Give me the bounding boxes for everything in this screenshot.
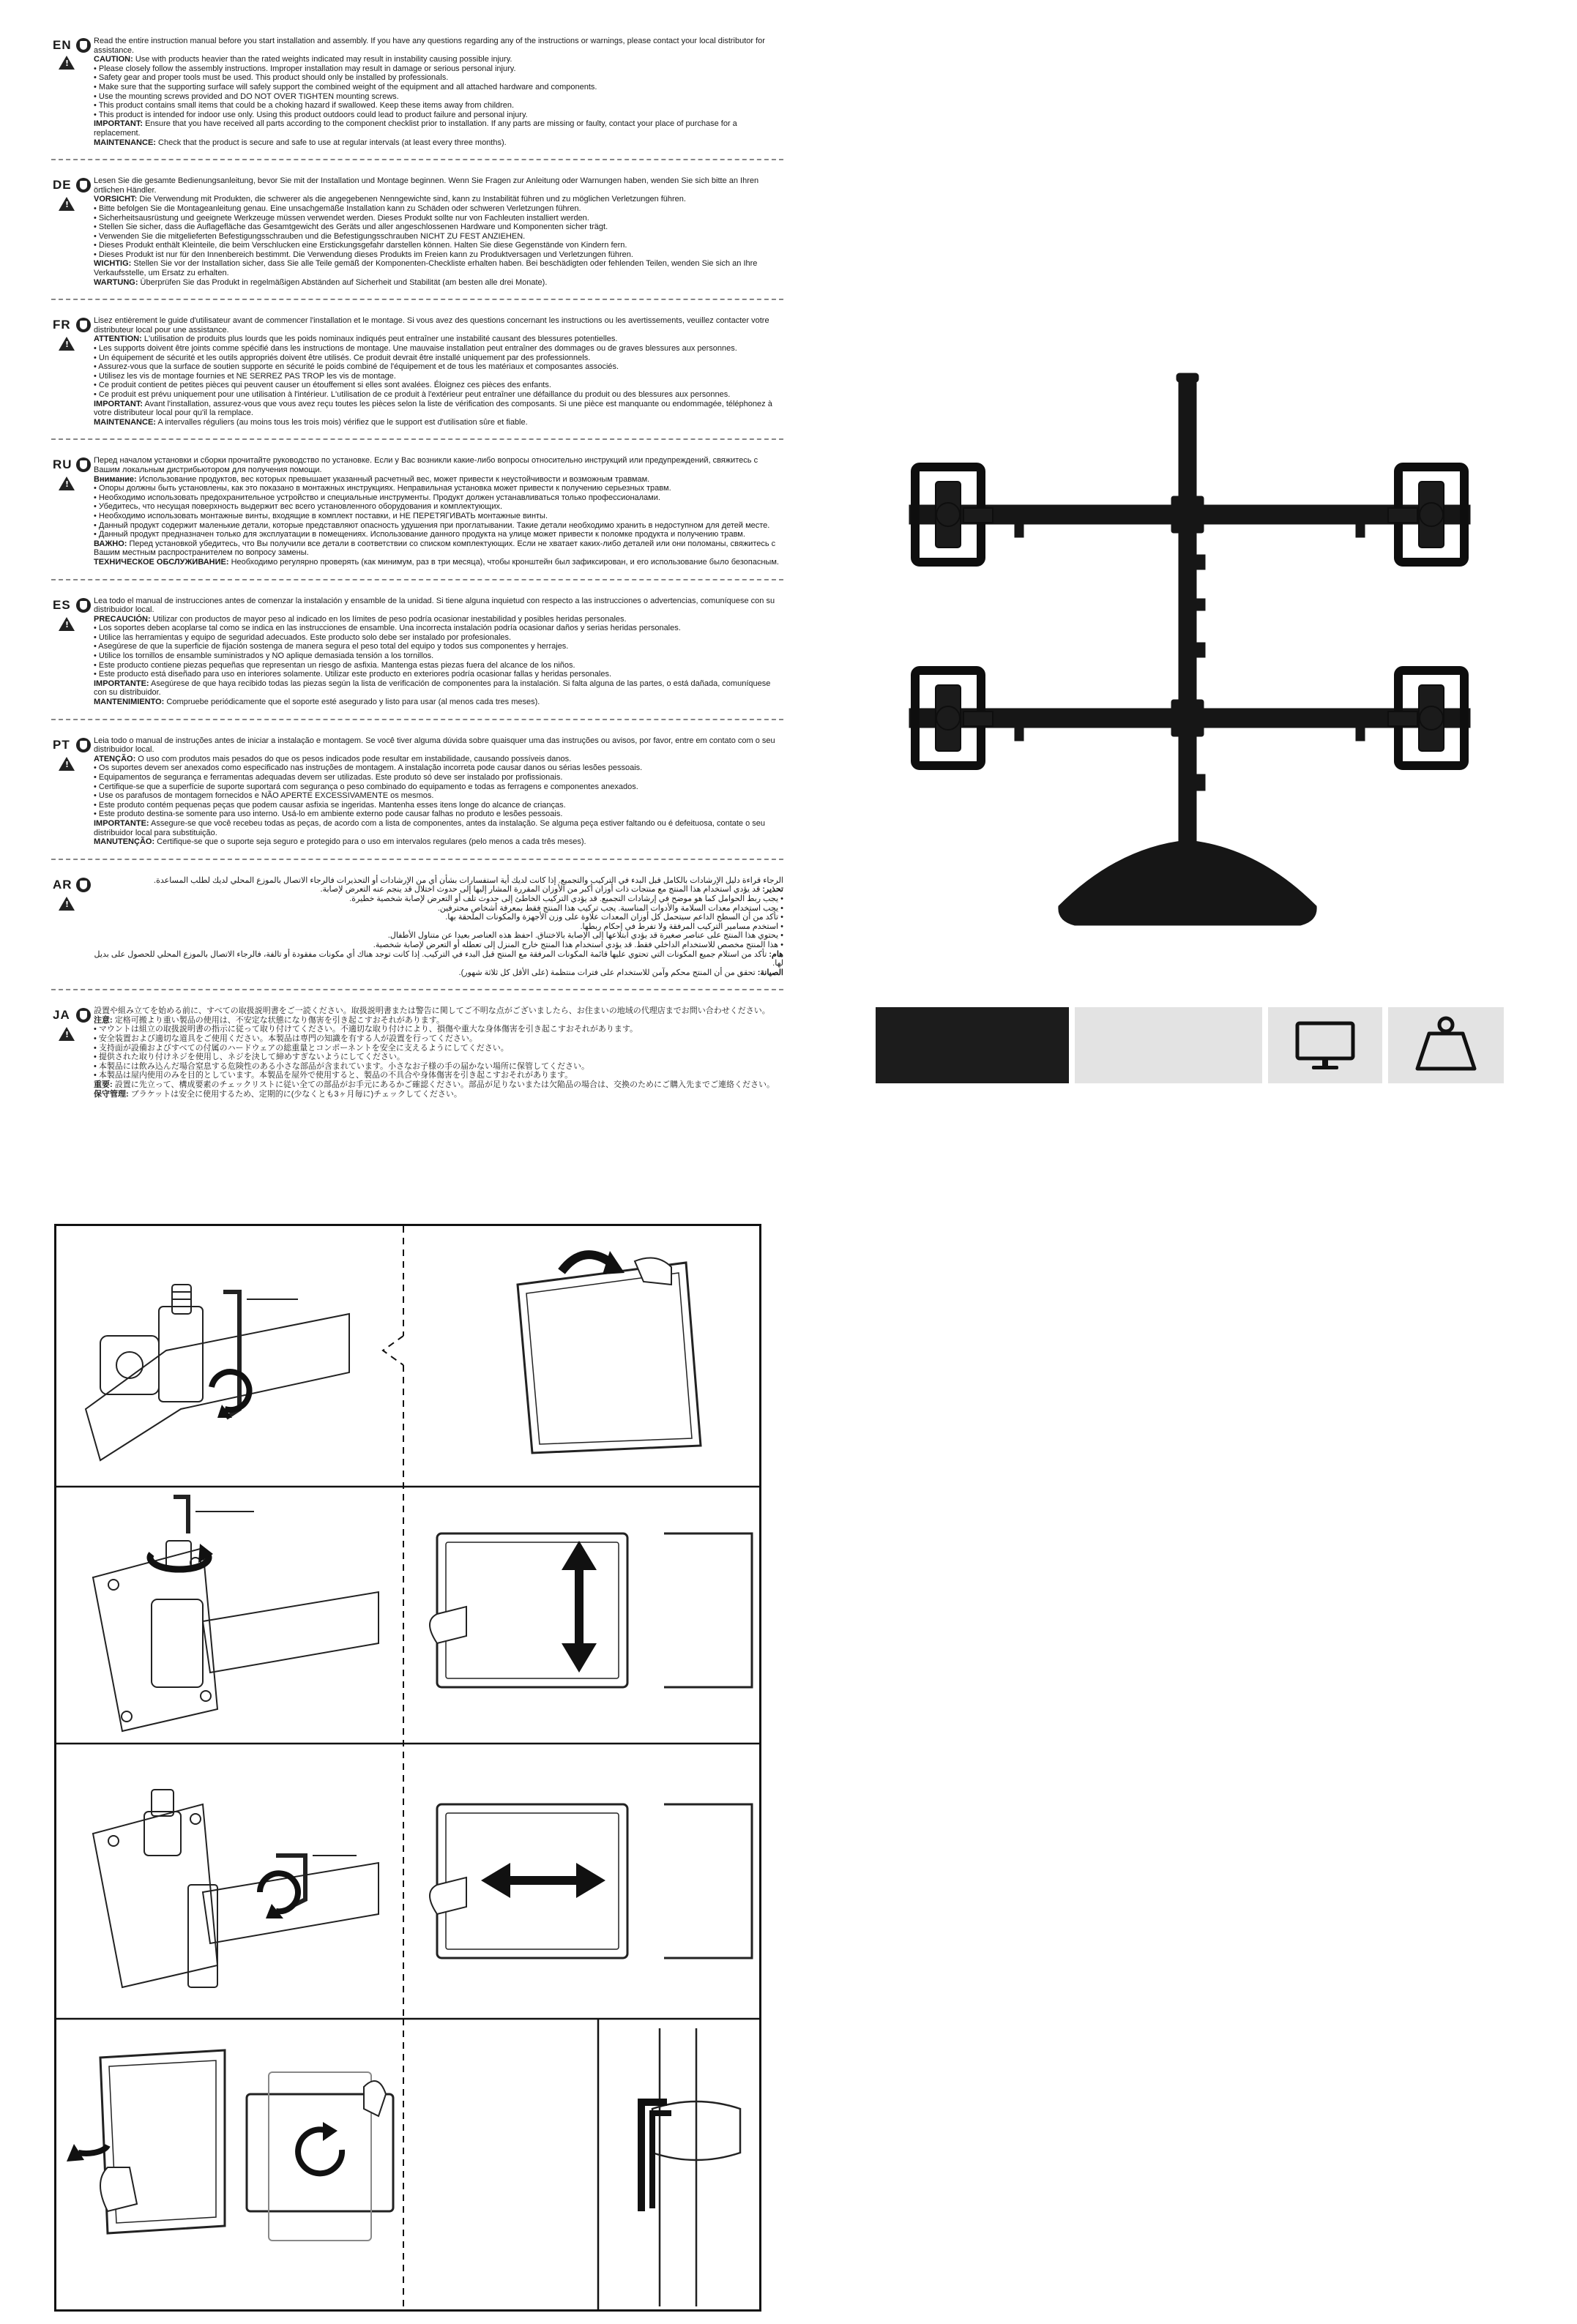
instruction-line: ATTENTION: L'utilisation de produits plus lourds que les poids nominaux indiqués peut entraîner une instabilité causant des blessures potentielles. bbox=[94, 335, 618, 344]
language-code: FR bbox=[53, 318, 71, 332]
step-slide-lock-diagram bbox=[56, 1746, 400, 2017]
instruction-paragraph bbox=[94, 37, 783, 147]
instruction-line: • Данный продукт содержит маленькие детали, которые представляют опасность удушения при проглатывании. Такие детали необходимо хранить в недоступном для детей месте. bbox=[94, 520, 770, 530]
instruction-block-ar bbox=[51, 876, 783, 991]
instruction-line: CAUTION: Use with products heavier than the rated weights indicated may result in instability causing possible injury. bbox=[94, 55, 512, 64]
instruction-line: • Les supports doivent être joints comme spécifié dans les instructions de montage. Une mauvaise installation peut entraîner des dommages ou de graves blessures aux personnes. bbox=[94, 344, 737, 354]
instruction-line: • Utilice los tornillos de ensamble suministrados y NO aplique demasiada tensión a los tornillos. bbox=[94, 651, 434, 661]
instruction-block-fr bbox=[51, 316, 783, 440]
language-code: EN bbox=[53, 38, 72, 52]
instruction-line: • 本製品は屋内使用のみを目的としています。本製品を屋外で使用すると、製品の不具合や身体傷害を引き起こすおそれがあります。 bbox=[94, 1071, 573, 1080]
swatch-black bbox=[876, 1007, 1069, 1083]
warning-triangle-icon bbox=[59, 757, 75, 771]
instruction-block-ru bbox=[51, 456, 783, 580]
instruction-line: • Use os parafusos de montagem fornecidos e NÃO APERTE EXCESSIVAMENTE os mesmos. bbox=[94, 791, 434, 801]
instruction-line: الصيانة: تحقق من أن المنتج محكم وآمن للاستخدام على فترات منتظمة (على الأقل كل ثلاثة شهور). bbox=[458, 968, 783, 977]
instruction-line: ATENÇÃO: O uso com produtos mais pesados do que os pesos indicados pode resultar em instabilidade, causando possíveis danos. bbox=[94, 754, 572, 763]
instruction-line: • Данный продукт предназначен только для эксплуатации в помещениях. Использование данного продукта на улице может привести к поломке продукта и получению травм. bbox=[94, 530, 745, 539]
instruction-line: Внимание: Использование продуктов, вес которых превышает указанный расчетный вес, может привести к неустойчивости и возможным травмам. bbox=[94, 474, 650, 484]
read-manual-icon bbox=[76, 178, 91, 193]
color-swatch-row bbox=[876, 1007, 1504, 1083]
instruction-line: • Dieses Produkt ist nur für den Innenbereich bestimmt. Die Verwendung dieses Produkts im Freien kann zu Produktversagen und Verletzungen führen. bbox=[94, 250, 633, 259]
monitor-icon-tile bbox=[1268, 1007, 1382, 1083]
step-monitor-tilt-diagram bbox=[408, 1226, 759, 1485]
instruction-line: • Bitte befolgen Sie die Montageanleitung genau. Eine unsachgemäße Installation kann zu Schäden oder schweren Verletzungen führen. bbox=[94, 203, 581, 213]
language-code: DE bbox=[53, 178, 72, 193]
instruction-line: • Sicherheitsausrüstung und geeignete Werkzeuge müssen verwendet werden. Dieses Produkt sollte nur von Fachleuten installiert werden. bbox=[94, 213, 589, 223]
warning-triangle-icon bbox=[59, 617, 75, 631]
instruction-line: IMPORTANT: Ensure that you have received all parts according to the component checklist prior to installation. If any parts are missing or faulty, contact your place of purchase for a replacement. bbox=[94, 119, 737, 138]
instruction-block-ja bbox=[51, 1006, 783, 1110]
instruction-line: • This product contains small items that could be a choking hazard if swallowed. Keep these items away from children. bbox=[94, 101, 515, 111]
instruction-line: ТЕХНИЧЕСКОЕ ОБСЛУЖИВАНИЕ: Необходимо регулярно проверять (как минимум, раз в три месяца), чтобы кронштейн был зафиксирован, и его использование было безопасным. bbox=[94, 557, 779, 567]
instruction-line: • Utilice las herramientas y equipo de seguridad adecuados. Este producto solo debe ser instalado por profesionales. bbox=[94, 632, 512, 642]
instruction-paragraph bbox=[94, 736, 783, 847]
hex-key-storage-detail bbox=[601, 2021, 759, 2309]
stand-pole bbox=[1179, 379, 1196, 870]
instruction-line: • يجب استخدام معدات السلامة والأدوات المناسبة. يجب تركيب هذا المنتج فقط بمعرفة أشخاص محترفين. bbox=[437, 903, 783, 913]
weight-icon-tile bbox=[1388, 1007, 1504, 1083]
instruction-paragraph bbox=[94, 597, 783, 707]
step-rotate-monitor-diagram bbox=[56, 2021, 228, 2309]
instruction-line: • استخدم مسامير التركيب المرفقة ولا تفرط في إحكام ربطها. bbox=[580, 922, 783, 931]
instruction-line: • Убедитесь, что несущая поверхность выдержит вес всего установленного оборудования и комплектующих. bbox=[94, 502, 503, 512]
warning-triangle-icon bbox=[59, 337, 75, 351]
warning-triangle-icon bbox=[59, 477, 75, 490]
instruction-line: 設置や組み立てを始める前に、すべての取扱説明書をご一読ください。取扱説明書または警告に関してご不明な点がございましたら、お住まいの地域の代理店までお問い合わせください。 bbox=[94, 1006, 770, 1016]
instruction-line: MAINTENANCE: A intervalles réguliers (au moins tous les trois mois) vérifiez que le support est d'utilisation sûre et fiable. bbox=[94, 417, 528, 427]
instruction-line: • 安全装置および適切な道具をご使用ください。本製品は専門の知識を有する人が設置を行ってください。 bbox=[94, 1034, 477, 1044]
language-code: PT bbox=[53, 737, 70, 752]
instruction-line: • يحتوي هذا المنتج على عناصر صغيرة قد يؤدي ابتلاعها إلى الإصابة بالاختناق. احفظ هذه العناصر بعيدا عن متناول الأطفال. bbox=[387, 931, 783, 941]
read-manual-icon bbox=[76, 457, 91, 472]
read-manual-icon bbox=[76, 738, 91, 752]
instruction-line: WARTUNG: Überprüfen Sie das Produkt in regelmäßigen Abständen auf Sicherheit und Stabilität (am besten alle drei Monate). bbox=[94, 277, 548, 287]
instruction-line: • Utilisez les vis de montage fournies et NE SERREZ PAS TROP les vis de montage. bbox=[94, 371, 396, 381]
step-vertical-adjust-diagram bbox=[408, 1490, 759, 1742]
instruction-line: 保守管理: ブラケットは安全に使用するため、定期的に(少なくとも3ヶ月毎に)チェックしてください。 bbox=[94, 1089, 462, 1099]
warning-triangle-icon bbox=[59, 1027, 75, 1041]
read-manual-icon bbox=[76, 878, 91, 892]
assembly-diagram-grid bbox=[54, 1224, 761, 2312]
read-manual-icon bbox=[76, 598, 91, 613]
step-horizontal-adjust-diagram bbox=[408, 1746, 759, 2017]
instruction-line: • Equipamentos de segurança e ferramentas adequadas devem ser utilizadas. Este produto só deve ser instalado por profissionais. bbox=[94, 773, 563, 782]
instruction-line: • Stellen Sie sicher, dass die Auflagefläche das Gesamtgewicht des Geräts und aller angeschlossenen Hardware und Komponenten sicher trägt. bbox=[94, 223, 608, 232]
instruction-paragraph bbox=[94, 176, 783, 287]
instruction-line: • تأكد من أن السطح الداعم سيتحمل كل أوزان المعدات علاوة على وزن الأجهزة والمكونات الملحقة بها. bbox=[445, 913, 783, 922]
instruction-line: • Los soportes deben acoplarse tal como se indica en las instrucciones de ensamble. Una incorrecta instalación podría ocasionar daños y serias heridas personales. bbox=[94, 624, 681, 633]
monitor-icon bbox=[1268, 1007, 1382, 1083]
instruction-line: • This product is intended for indoor use only. Using this product outdoors could lead to product failure and personal injury. bbox=[94, 110, 528, 119]
instruction-line: • Опоры должны быть установлены, как это показано в монтажных инструкциях. Неправильная установка может привести к получению серьезных травм. bbox=[94, 484, 671, 493]
instruction-line: • 支持面が設備およびすべての付属のハードウェアの総重量とコンポーネントを安全に支えるようにしてください。 bbox=[94, 1043, 509, 1053]
step-tilt-adjust-diagram bbox=[56, 1226, 400, 1485]
instruction-line: • Os suportes devem ser anexados como especificado nas instruções de montagem. A instalação incorreta pode causar danos ou sérias lesões pessoais. bbox=[94, 763, 643, 773]
instruction-line: الرجاء قراءة دليل الإرشادات بالكامل قبل البدء في التركيب والتجميع. إذا كانت لديك أية استفسارات بشأن أي من الإرشادات أو التحذيرات فالرجاء الاتصال بالموزع المحلي لديك لطلب المساعدة. bbox=[154, 875, 783, 885]
instruction-line: MAINTENANCE: Check that the product is secure and safe to use at regular intervals (at least every three months). bbox=[94, 138, 507, 147]
step-hex-key-storage-diagram bbox=[406, 2021, 598, 2309]
instruction-paragraph bbox=[94, 456, 783, 567]
instruction-line: • Assurez-vous que la surface de soutien supporte en sécurité le poids combiné de l'équipement et de tous les matériaux et composantes associés. bbox=[94, 362, 619, 372]
instruction-line: • Use the mounting screws provided and DO NOT OVER TIGHTEN mounting screws. bbox=[94, 91, 399, 101]
instruction-line: • Необходимо использовать монтажные винты, входящие в комплект поставки, и НЕ ПЕРЕТЯГИВАТЬ монтажные винты. bbox=[94, 511, 548, 520]
step-height-knob-diagram bbox=[56, 1490, 400, 1742]
language-code: ES bbox=[53, 597, 71, 612]
instruction-line: • 本製品には飲み込んだ場合窒息する危険性のある小さな部品が含まれています。小さなお子様の手の届かない場所に保管してください。 bbox=[94, 1061, 590, 1071]
warning-triangle-icon bbox=[59, 56, 75, 70]
instruction-line: MANUTENÇÃO: Certifique-se que o suporte seja seguro e protegido para o uso em intervalos regulares (pelo menos a cada três meses). bbox=[94, 837, 586, 847]
instruction-line: • Please closely follow the assembly instructions. Improper installation may result in damage or serious personal injury. bbox=[94, 64, 516, 73]
instruction-line: • Ce produit est prévu uniquement pour une utilisation à l'intérieur. L'utilisation de ce produit à l'extérieur peut entraîner une défaillance du produit ou des blessures aux personnes. bbox=[94, 390, 731, 399]
swatch-grey bbox=[1075, 1007, 1262, 1083]
read-manual-icon bbox=[76, 1008, 91, 1023]
weight-icon bbox=[1388, 1007, 1504, 1083]
instruction-paragraph bbox=[94, 1006, 783, 1099]
instruction-line: • Este produto contém pequenas peças que podem causar asfixia se ingeridas. Mantenha esses itens longe do alcance de crianças. bbox=[94, 800, 566, 810]
instruction-line: IMPORTANTE: Assegure-se que você recebeu todas as peças, de acordo com a lista de componentes, antes da instalação. Se alguma peça estiver faltando ou é defeituosa, contate o seu distribuidor local para substituição. bbox=[94, 818, 766, 837]
instruction-line: • Este produto destina-se somente para uso interno. Usá-lo em ambiente externo pode causar falhas no produto e lesões pessoais. bbox=[94, 810, 563, 819]
instruction-line: PRECAUCIÓN: Utilizar con productos de mayor peso al indicado en los límites de peso podría ocasionar inestabilidad y posibles heridas personales. bbox=[94, 614, 627, 624]
instruction-line: MANTENIMIENTO: Compruebe periódicamente que el soporte esté asegurado y listo para usar (al menos cada tres meses). bbox=[94, 698, 540, 707]
instruction-block-es bbox=[51, 597, 783, 720]
instruction-line: 注意: 定格可搬より重い製品の使用は、不安定な状態になり傷害を引き起こすおそれがあります。 bbox=[94, 1015, 444, 1025]
instruction-text-column bbox=[51, 37, 783, 1126]
instruction-line: • Asegúrese de que la superficie de fijación sostenga de manera segura el peso total del equipo y todos sus componentes y herrajes. bbox=[94, 642, 569, 651]
instruction-line: 重要: 設置に先立って、構成要素のチェックリストに従い全ての部品がお手元にあるかご確認ください。部品が足りないまたは欠陥品の場合は、交換のためにご購入先までご連絡ください。 bbox=[94, 1080, 775, 1090]
instruction-line: • マウントは組立の取扱説明書の指示に従って取り付けてください。不適切な取り付けにより、損傷や重大な身体傷害を引き起こすおそれがあります。 bbox=[94, 1025, 638, 1034]
instruction-line: • Este producto contiene piezas pequeñas que representan un riesgo de asfixia. Mantenga estas piezas fuera del alcance de los niños. bbox=[94, 660, 575, 670]
language-code: JA bbox=[53, 1008, 70, 1023]
instruction-line: • Make sure that the supporting surface will safely support the combined weight of the equipment and all attached hardware and components. bbox=[94, 82, 597, 91]
instruction-line: • 提供された取り付けネジを使用し、ネジを決して締めすぎないようにしてください。 bbox=[94, 1053, 405, 1062]
instruction-line: Read the entire instruction manual before you start installation and assembly. If you have any questions regarding any of the instructions or warnings, please contact your local distributor for assistance. bbox=[94, 37, 765, 55]
instruction-line: • هذا المنتج مخصص للاستخدام الداخلي فقط. قد يؤدي استخدام هذا المنتج خارج المنزل إلى تعطله أو التعرض لإصابة شخصية. bbox=[373, 940, 783, 949]
instruction-line: Перед началом установки и сборки прочитайте руководство по установке. Если у Вас возникли какие-либо вопросы относительно инструкций или предупреждений, свяжитесь с Вашим локальным дистрибьютором для получения помощи. bbox=[94, 456, 758, 474]
instruction-line: • Dieses Produkt enthält Kleinteile, die beim Verschlucken eine Erstickungsgefahr darstellen können. Halten Sie diese Gegenstände von Kindern fern. bbox=[94, 241, 627, 250]
instruction-paragraph bbox=[94, 876, 783, 978]
instruction-line: WICHTIG: Stellen Sie vor der Installation sicher, dass Sie alle Teile gemäß der Komponenten-Checkliste erhalten haben. Bei beschädigten oder fehlenden Teilen, wenden Sie sich an Ihre Verkaufsstelle, um Ersatz zu erhalten. bbox=[94, 259, 758, 278]
instruction-line: تحذير: قد يؤدي استخدام هذا المنتج مع منتجات ذات أوزان أكبر من الأوزان المقررة المشار إليها إلى حدوث اختلال قد ينجم عنه التعرض لإصابة. bbox=[320, 885, 783, 894]
instruction-line: IMPORTANT: Avant l'installation, assurez-vous que vous avez reçu toutes les pièces selon la liste de vérification des composants. Si une pièce est manquante ou endommagée, téléphonez à votre distributeur local pour qu'il la remplace. bbox=[94, 399, 772, 418]
instruction-line: • يجب ربط الحوامل كما هو موضح في إرشادات التجميع. قد يؤدي التركيب الخاطئ إلى حدوث تلف أو التعرض لإصابة شخصية خطيرة. bbox=[349, 894, 783, 903]
instruction-line: Lea todo el manual de instrucciones antes de comenzar la instalación y ensamble de la unidad. Si tiene alguna inquietud con respecto a las instrucciones o advertencias, comuníquese con su distribuidor local. bbox=[94, 596, 775, 615]
instruction-line: • Este producto está diseñado para uso en interiores solamente. Utilizar este producto en exteriores podría ocasionar fallas y heridas personales. bbox=[94, 670, 612, 679]
instruction-block-pt bbox=[51, 736, 783, 860]
read-manual-icon bbox=[76, 38, 91, 53]
instruction-line: VORSICHT: Die Verwendung mit Produkten, die schwerer als die angegebenen Nenngewichte sind, kann zu Instabilität führen und zu möglichen Verletzungen führen. bbox=[94, 195, 686, 204]
instruction-line: Leia todo o manual de instruções antes de iniciar a instalação e montagem. Se você tiver alguma dúvida sobre quaisquer uma das instruções ou avisos, por favor, entre em contato com o seu distribuidor local. bbox=[94, 736, 775, 755]
instruction-paragraph bbox=[94, 316, 783, 427]
instruction-line: • Ce produit contient de petites pièces qui peuvent causer un étouffement si elles sont avalées. Éloignez ces pièces des enfants. bbox=[94, 381, 551, 390]
instruction-line: • Certifique-se que a superfície de suporte suportará com segurança o peso combinado do equipamento e todas as ferragens e componentes anexados. bbox=[94, 782, 638, 791]
instruction-line: • Необходимо использовать предохранительное устройство и специальные инструменты. Продукт должен устанавливаться только профессионалами. bbox=[94, 493, 660, 502]
step-portrait-rotation-diagram bbox=[232, 2021, 402, 2309]
instruction-line: • Safety gear and proper tools must be used. This product should only be installed by professionals. bbox=[94, 73, 449, 83]
instruction-line: • Verwenden Sie die mitgelieferten Befestigungsschrauben und die Befestigungsschrauben NICHT ZU FEST ANZIEHEN. bbox=[94, 231, 526, 241]
language-code: AR bbox=[53, 877, 72, 892]
warning-triangle-icon bbox=[59, 897, 75, 911]
product-photo bbox=[876, 335, 1504, 965]
read-manual-icon bbox=[76, 318, 91, 332]
instruction-block-de bbox=[51, 176, 783, 300]
warning-triangle-icon bbox=[59, 197, 75, 211]
instruction-line: Lesen Sie die gesamte Bedienungsanleitung, bevor Sie mit der Installation und Montage beginnen. Wenn Sie Fragen zur Anleitung oder Warnungen haben, wenden Sie sich bitte an Ihren örtlichen Händler. bbox=[94, 176, 759, 195]
instruction-line: IMPORTANTE: Asegúrese de que haya recibido todas las piezas según la lista de verificación de componentes para la instalación. Si falta alguna de las partes, o está dañada, comuníquese con su distribuidor. bbox=[94, 679, 771, 698]
instruction-line: Lisez entièrement le guide d'utilisateur avant de commencer l'installation et le montage. Si vous avez des questions concernant les instructions ou les avertissements, veuillez contacter votre distributeur local pour une assistance. bbox=[94, 316, 769, 335]
instruction-line: ВАЖНО: Перед установкой убедитесь, что Вы получили все детали в соответствии со списком комплектующих. Если не хватает каких-либо деталей или они поломаны, свяжитесь с Вашим местным распространителем по вопросу замены. bbox=[94, 539, 776, 558]
instruction-line: • Un équipement de sécurité et les outils appropriés doivent être utilisés. Ce produit devrait être installé uniquement par des professionnels. bbox=[94, 353, 591, 362]
language-code: RU bbox=[53, 457, 72, 472]
instruction-block-en bbox=[51, 37, 783, 160]
instruction-line: هام: تأكد من استلام جميع المكونات التي تحتوي عليها قائمة المكونات المرفقة مع المنتج قبل البدء في التركيب. إذا كانت توجد هناك أي مكونات مفقودة أو تالفة، فالرجاء الاتصال بالموزع المحلي للحصول على بديل لها. bbox=[94, 949, 783, 968]
